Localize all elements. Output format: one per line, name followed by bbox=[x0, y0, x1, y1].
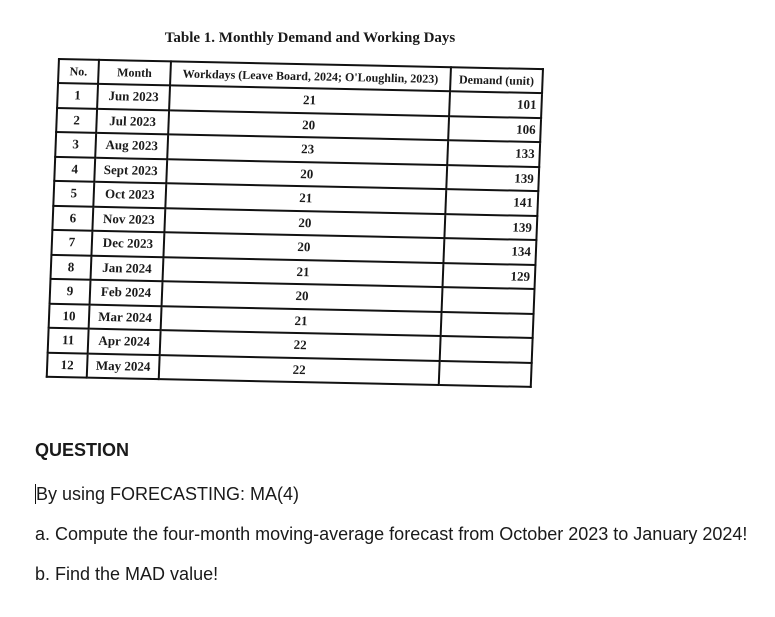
question-intro[interactable] bbox=[35, 480, 755, 508]
cell-workdays: 22 bbox=[159, 355, 440, 385]
header-demand: Demand (unit) bbox=[450, 67, 543, 93]
demand-table bbox=[46, 58, 544, 388]
cell-workdays: 23 bbox=[167, 134, 448, 164]
cell-month: Jan 2024 bbox=[91, 255, 164, 281]
table-body bbox=[47, 83, 542, 387]
cell-demand: 106 bbox=[448, 116, 541, 142]
cell-demand: 141 bbox=[445, 189, 538, 215]
cell-demand: 134 bbox=[443, 238, 536, 264]
cell-no: 3 bbox=[55, 132, 96, 157]
table-title: Table 1. Monthly Demand and Working Days bbox=[164, 30, 456, 46]
cell-demand bbox=[441, 312, 534, 338]
cell-no: 11 bbox=[48, 328, 89, 353]
cell-demand: 133 bbox=[447, 140, 540, 166]
cell-no: 8 bbox=[51, 254, 92, 279]
question-heading: QUESTION bbox=[35, 440, 130, 460]
question-section bbox=[35, 440, 755, 600]
cell-demand bbox=[439, 360, 532, 386]
cell-demand: 129 bbox=[443, 263, 536, 289]
cell-month: Mar 2024 bbox=[89, 304, 162, 330]
cell-no: 10 bbox=[49, 303, 90, 328]
cell-demand bbox=[442, 287, 535, 313]
cell-no: 6 bbox=[52, 205, 93, 230]
question-part-b: b. Find the MAD value! bbox=[35, 564, 219, 584]
cell-month: Jun 2023 bbox=[97, 84, 170, 110]
header-workdays: Workdays (Leave Board, 2024; O'Loughlin, 2023) bbox=[170, 61, 451, 91]
cell-demand bbox=[440, 336, 533, 362]
cell-no: 9 bbox=[50, 279, 91, 304]
cell-month: Feb 2024 bbox=[90, 280, 163, 306]
cell-no: 12 bbox=[47, 352, 88, 377]
cell-month: Dec 2023 bbox=[91, 231, 164, 257]
cell-month: Aug 2023 bbox=[95, 133, 168, 159]
cell-workdays: 20 bbox=[168, 110, 449, 140]
header-no: No. bbox=[58, 59, 99, 84]
cell-no: 1 bbox=[57, 83, 98, 108]
cell-month: Sept 2023 bbox=[94, 157, 167, 183]
cell-workdays: 20 bbox=[163, 232, 444, 262]
header-month: Month bbox=[98, 60, 171, 85]
cell-workdays: 20 bbox=[164, 208, 445, 238]
cell-no: 2 bbox=[56, 107, 97, 132]
cell-demand: 139 bbox=[446, 165, 539, 191]
cell-workdays: 22 bbox=[160, 330, 441, 360]
question-intro-text: By using FORECASTING: MA(4) bbox=[36, 484, 300, 504]
cell-workdays: 20 bbox=[162, 281, 443, 311]
cell-workdays: 21 bbox=[161, 306, 442, 336]
scanned-table-image bbox=[30, 30, 590, 430]
table-wrap bbox=[46, 58, 544, 388]
cell-demand: 101 bbox=[449, 91, 542, 117]
cell-no: 7 bbox=[51, 230, 92, 255]
cell-month: May 2024 bbox=[87, 353, 160, 379]
cell-month: Nov 2023 bbox=[92, 206, 165, 232]
cell-month: Jul 2023 bbox=[96, 108, 169, 134]
cell-no: 5 bbox=[53, 181, 94, 206]
cell-demand: 139 bbox=[444, 214, 537, 240]
cell-month: Apr 2024 bbox=[88, 329, 161, 355]
cell-month: Oct 2023 bbox=[93, 182, 166, 208]
question-part-a: a. Compute the four-month moving-average forecast from October 2023 to January 2024! bbox=[35, 524, 748, 544]
cell-workdays: 21 bbox=[169, 85, 450, 115]
cell-workdays: 21 bbox=[165, 183, 446, 213]
cell-workdays: 20 bbox=[166, 159, 447, 189]
cell-no: 4 bbox=[54, 156, 95, 181]
cell-workdays: 21 bbox=[163, 257, 444, 287]
